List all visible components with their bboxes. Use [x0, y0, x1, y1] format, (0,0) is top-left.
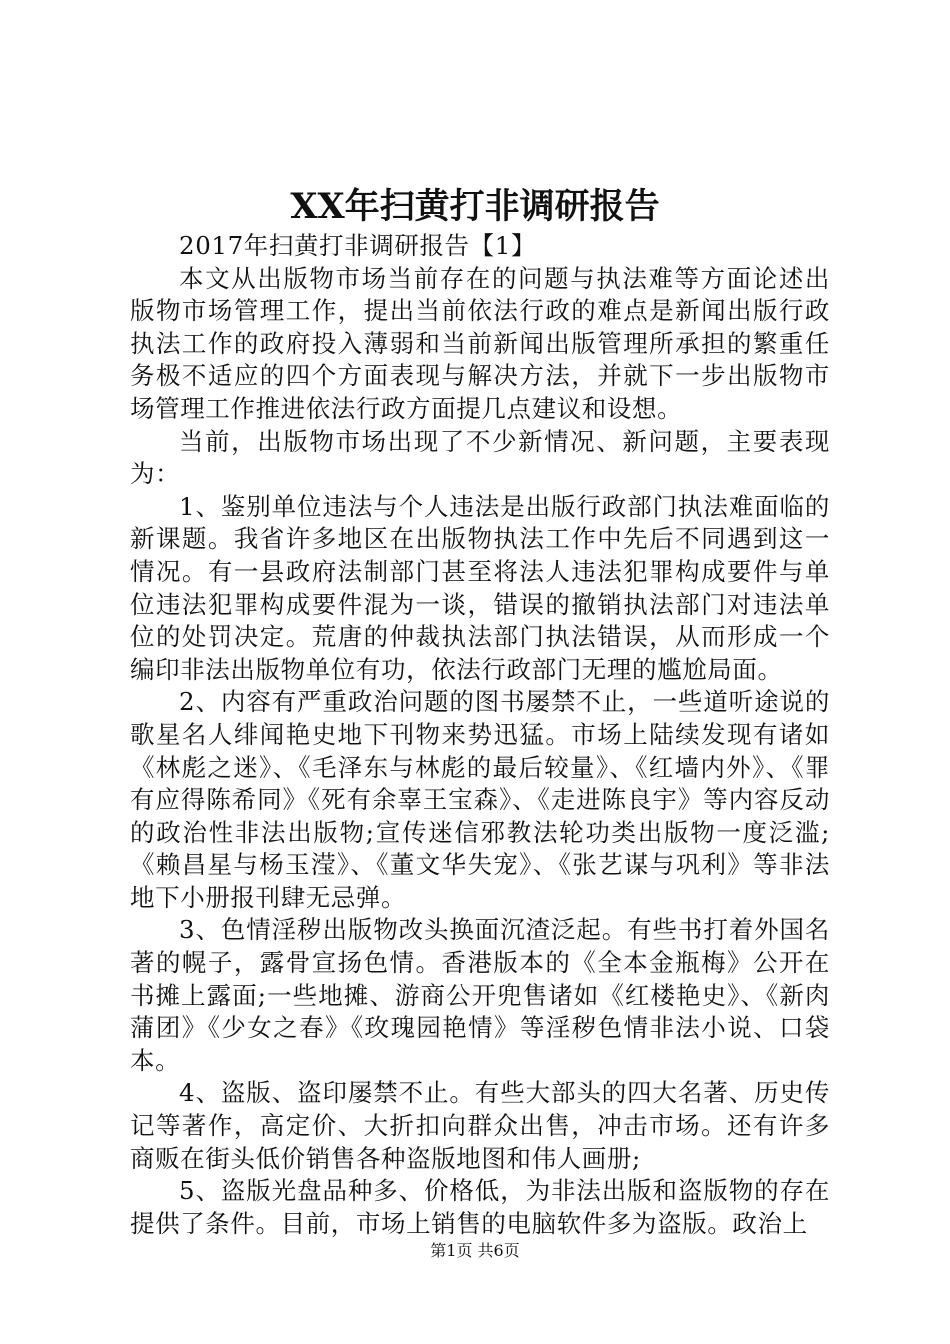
- paragraph: 本文从出版物市场当前存在的问题与执法难等方面论述出版物市场管理工作，提出当前依法行政的难点是新闻出版行政执法工作的政府投入薄弱和当前新闻出版管理所承担的繁重任务极不适应的四个方面表现与解决方法，并就下一步出版物市场管理工作推进依法行政方面提几点建议和设想。: [130, 263, 830, 423]
- paragraph: 4、盗版、盗印屡禁不止。有些大部头的四大名著、历史传记等著作，高定价、大折扣向群众出售，冲击市场。还有许多商贩在街头低价销售各种盗版地图和伟人画册;: [130, 1078, 830, 1173]
- paragraph: 当前，出版物市场出现了不少新情况、新问题，主要表现为：: [130, 426, 830, 489]
- section-heading: 2017年扫黄打非调研报告【1】: [179, 231, 537, 260]
- paragraph: 1、鉴别单位违法与个人违法是出版行政部门执法难面临的新课题。我省许多地区在出版物执法工作中先后不同遇到这一情况。有一县政府法制部门甚至将法人违法犯罪构成要件与单位违法犯罪构成要件混为一谈，错误的撤销执法部门对违法单位的处罚决定。荒唐的仲裁执法部门执法错误，从而形成一个编印非法出版物单位有功，依法行政部门无理的尴尬局面。: [130, 491, 830, 684]
- document-title: XX年扫黄打非调研报告: [290, 186, 660, 227]
- paragraph: 3、色情淫秽出版物改头换面沉渣泛起。有些书打着外国名著的幌子，露骨宣扬色情。香港版本的《全本金瓶梅》公开在书摊上露面;一些地摊、游商公开兜售诸如《红楼艳史》、《新肉蒲团》《少女之春》《玫瑰园艳情》等淫秽色情非法小说、口袋本。: [130, 915, 830, 1075]
- paragraph: 2、内容有严重政治问题的图书屡禁不止，一些道听途说的歌星名人绯闻艳史地下刊物来势迅猛。市场上陆续发现有诸如《林彪之迷》、《毛泽东与林彪的最后较量》、《红墙内外》、《罪有应得陈希同》《死有余辜王宝森》、《走进陈良宇》等内容反动的政治性非法出版物;宣传迷信邪教法轮功类出版物一度泛滥;《赖昌星与杨玉滢》、《董文华失宠》、《张艺谋与巩利》等非法地下小册报刊肆无忌弹。: [130, 687, 830, 912]
- page-footer: 第1页 共6页: [430, 1241, 520, 1260]
- document-body: [130, 230, 830, 1240]
- paragraph: 5、盗版光盘品种多、价格低，为非法出版和盗版物的存在提供了条件。目前，市场上销售的电脑软件多为盗版。政治上: [130, 1176, 830, 1238]
